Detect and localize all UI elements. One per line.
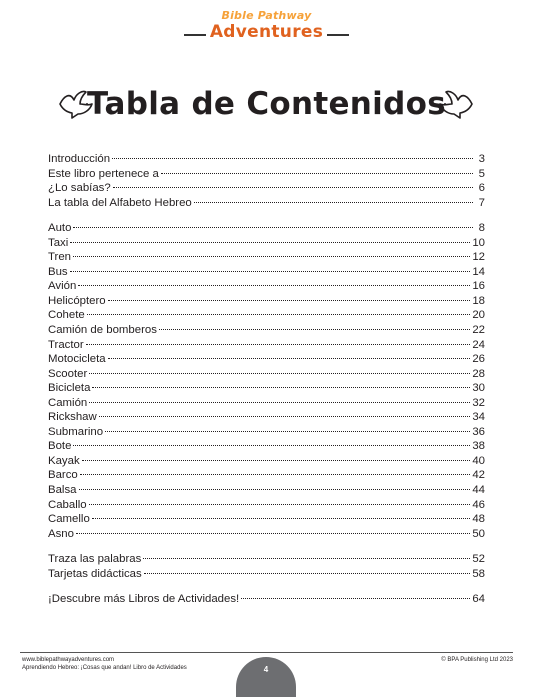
toc-entry-label: Avión (48, 280, 77, 293)
toc-entry-page: 26 (472, 353, 485, 366)
toc-leader-dots (112, 158, 473, 159)
toc-entry[interactable] (48, 512, 485, 527)
toc-entry-page: 18 (472, 294, 485, 307)
toc-entry-label: Bicicleta (48, 382, 91, 395)
footer-divider (20, 652, 513, 653)
toc-entry-label: Barco (48, 469, 78, 482)
toc-entry[interactable] (48, 552, 485, 567)
toc-group-vehicles (48, 221, 485, 541)
toc-entry-page: 3 (478, 153, 485, 165)
toc-entry[interactable] (48, 181, 485, 196)
toc-entry-page: 8 (478, 222, 485, 235)
toc-entry-page: 5 (478, 167, 485, 180)
toc-entry-label: Camión de bomberos (48, 324, 157, 337)
toc-leader-dots (99, 416, 471, 417)
toc-entry-page: 20 (472, 309, 485, 322)
toc-entry-label: Traza las palabras (48, 553, 142, 566)
toc-entry-label: Helicóptero (48, 294, 106, 307)
page-number-tab (236, 657, 296, 697)
toc-entry[interactable] (48, 381, 485, 396)
toc-entry-page: 34 (472, 411, 485, 424)
toc-group-front (48, 152, 485, 210)
toc-leader-dots (73, 445, 470, 446)
toc-entry-page: 48 (472, 513, 485, 526)
toc-entry-page: 46 (472, 498, 485, 511)
toc-entry-label: ¿Lo sabías? (48, 182, 111, 195)
table-of-contents (48, 152, 485, 607)
toc-entry-label: ¡Descubre más Libros de Actividades! (48, 593, 240, 606)
toc-leader-dots (80, 474, 471, 475)
toc-entry[interactable] (48, 196, 485, 211)
toc-entry-label: Kayak (48, 454, 80, 467)
toc-entry-page: 16 (472, 280, 485, 293)
toc-entry[interactable] (48, 323, 485, 338)
toc-entry-page: 30 (472, 382, 485, 395)
toc-entry-page: 14 (472, 265, 485, 278)
toc-entry-label: Balsa (48, 484, 77, 497)
toc-entry-label: Tren (48, 251, 71, 264)
logo-top-text: Bible Pathway (221, 9, 312, 22)
toc-entry-page: 36 (472, 425, 485, 438)
toc-entry-label: Motocicleta (48, 353, 106, 366)
footer-copyright: © BPA Publishing Ltd 2023 (441, 657, 513, 663)
toc-leader-dots (92, 518, 471, 519)
toc-leader-dots (78, 285, 470, 286)
toc-entry-label: Bote (48, 440, 72, 453)
toc-entry-page: 42 (472, 469, 485, 482)
toc-entry-page: 44 (472, 484, 485, 497)
toc-entry[interactable] (48, 396, 485, 411)
toc-entry-page: 52 (472, 553, 485, 566)
toc-entry[interactable] (48, 167, 485, 182)
toc-entry[interactable] (48, 425, 485, 440)
footer-info (22, 656, 187, 672)
toc-entry[interactable] (48, 367, 485, 382)
toc-entry[interactable] (48, 250, 485, 265)
toc-entry[interactable] (48, 338, 485, 353)
toc-leader-dots (87, 314, 471, 315)
logo-bottom-text: Adventures (209, 22, 324, 42)
toc-entry-page: 22 (472, 324, 485, 337)
toc-entry[interactable] (48, 483, 485, 498)
toc-leader-dots (86, 344, 471, 345)
toc-leader-dots (161, 173, 473, 174)
toc-entry-page: 58 (472, 567, 485, 580)
toc-entry[interactable] (48, 294, 485, 309)
toc-leader-dots (194, 202, 473, 203)
toc-leader-dots (76, 533, 470, 534)
toc-entry-label: Rickshaw (48, 411, 97, 424)
toc-entry-label: Submarino (48, 425, 104, 438)
toc-leader-dots (73, 227, 473, 228)
toc-leader-dots (108, 358, 471, 359)
toc-entry[interactable] (48, 468, 485, 483)
toc-leader-dots (159, 329, 470, 330)
toc-entry-label: La tabla del Alfabeto Hebreo (48, 196, 192, 209)
toc-entry-label: Asno (48, 527, 74, 540)
toc-entry-page: 50 (472, 527, 485, 540)
toc-group-more (48, 592, 485, 607)
toc-entry-label: Taxi (48, 236, 69, 249)
toc-entry-page: 10 (472, 236, 485, 249)
toc-entry[interactable] (48, 454, 485, 469)
toc-leader-dots (89, 504, 471, 505)
toc-leader-dots (89, 402, 470, 403)
toc-leader-dots (92, 387, 470, 388)
toc-entry[interactable] (48, 279, 485, 294)
toc-group-activities (48, 552, 485, 581)
toc-entry[interactable] (48, 498, 485, 513)
toc-entry-page: 24 (472, 338, 485, 351)
toc-entry-label: Camello (48, 513, 90, 526)
toc-entry-page: 38 (472, 440, 485, 453)
toc-entry-page: 32 (472, 396, 485, 409)
toc-leader-dots (241, 598, 470, 599)
toc-leader-dots (143, 558, 470, 559)
toc-leader-dots (70, 271, 471, 272)
toc-entry-page: 6 (478, 182, 485, 195)
toc-entry-label: Bus (48, 265, 68, 278)
toc-entry-label: Auto (48, 222, 72, 235)
footer-book-title: Aprendiendo Hebreo: ¡Cosas que andan! Libro de Actividades (22, 665, 187, 671)
page-number: 4 (263, 665, 269, 674)
toc-entry-page: 28 (472, 367, 485, 380)
toc-entry-page: 40 (472, 454, 485, 467)
toc-entry[interactable] (48, 567, 485, 582)
toc-leader-dots (105, 431, 470, 432)
toc-leader-dots (79, 489, 471, 490)
toc-entry-label: Camión (48, 396, 88, 409)
toc-leader-dots (113, 187, 473, 188)
toc-entry[interactable] (48, 308, 485, 323)
toc-leader-dots (82, 460, 471, 461)
footer-website[interactable]: www.biblepathwayadventures.com (22, 657, 115, 663)
toc-entry[interactable] (48, 439, 485, 454)
toc-entry[interactable] (48, 236, 485, 251)
toc-entry-label: Caballo (48, 498, 87, 511)
toc-leader-dots (73, 256, 470, 257)
toc-entry-page: 64 (472, 593, 485, 606)
toc-entry[interactable] (48, 410, 485, 425)
toc-entry[interactable] (48, 265, 485, 280)
toc-leader-dots (108, 300, 471, 301)
toc-leader-dots (89, 373, 470, 374)
toc-entry-label: Scooter (48, 367, 88, 380)
toc-entry[interactable] (48, 221, 485, 236)
toc-entry[interactable] (48, 527, 485, 542)
page-title: Tabla de Contenidos (87, 86, 446, 122)
toc-entry-label: Cohete (48, 309, 85, 322)
toc-entry-label: Tractor (48, 338, 84, 351)
toc-entry-page: 7 (478, 196, 485, 209)
toc-leader-dots (144, 573, 471, 574)
toc-leader-dots (70, 242, 470, 243)
toc-entry-label: Introducción (48, 153, 111, 165)
toc-entry[interactable] (48, 592, 485, 607)
toc-entry[interactable] (48, 352, 485, 367)
toc-entry-label: Este libro pertenece a (48, 167, 159, 180)
toc-entry-label: Tarjetas didácticas (48, 567, 142, 580)
toc-entry[interactable] (48, 152, 485, 167)
toc-entry-page: 12 (472, 251, 485, 264)
